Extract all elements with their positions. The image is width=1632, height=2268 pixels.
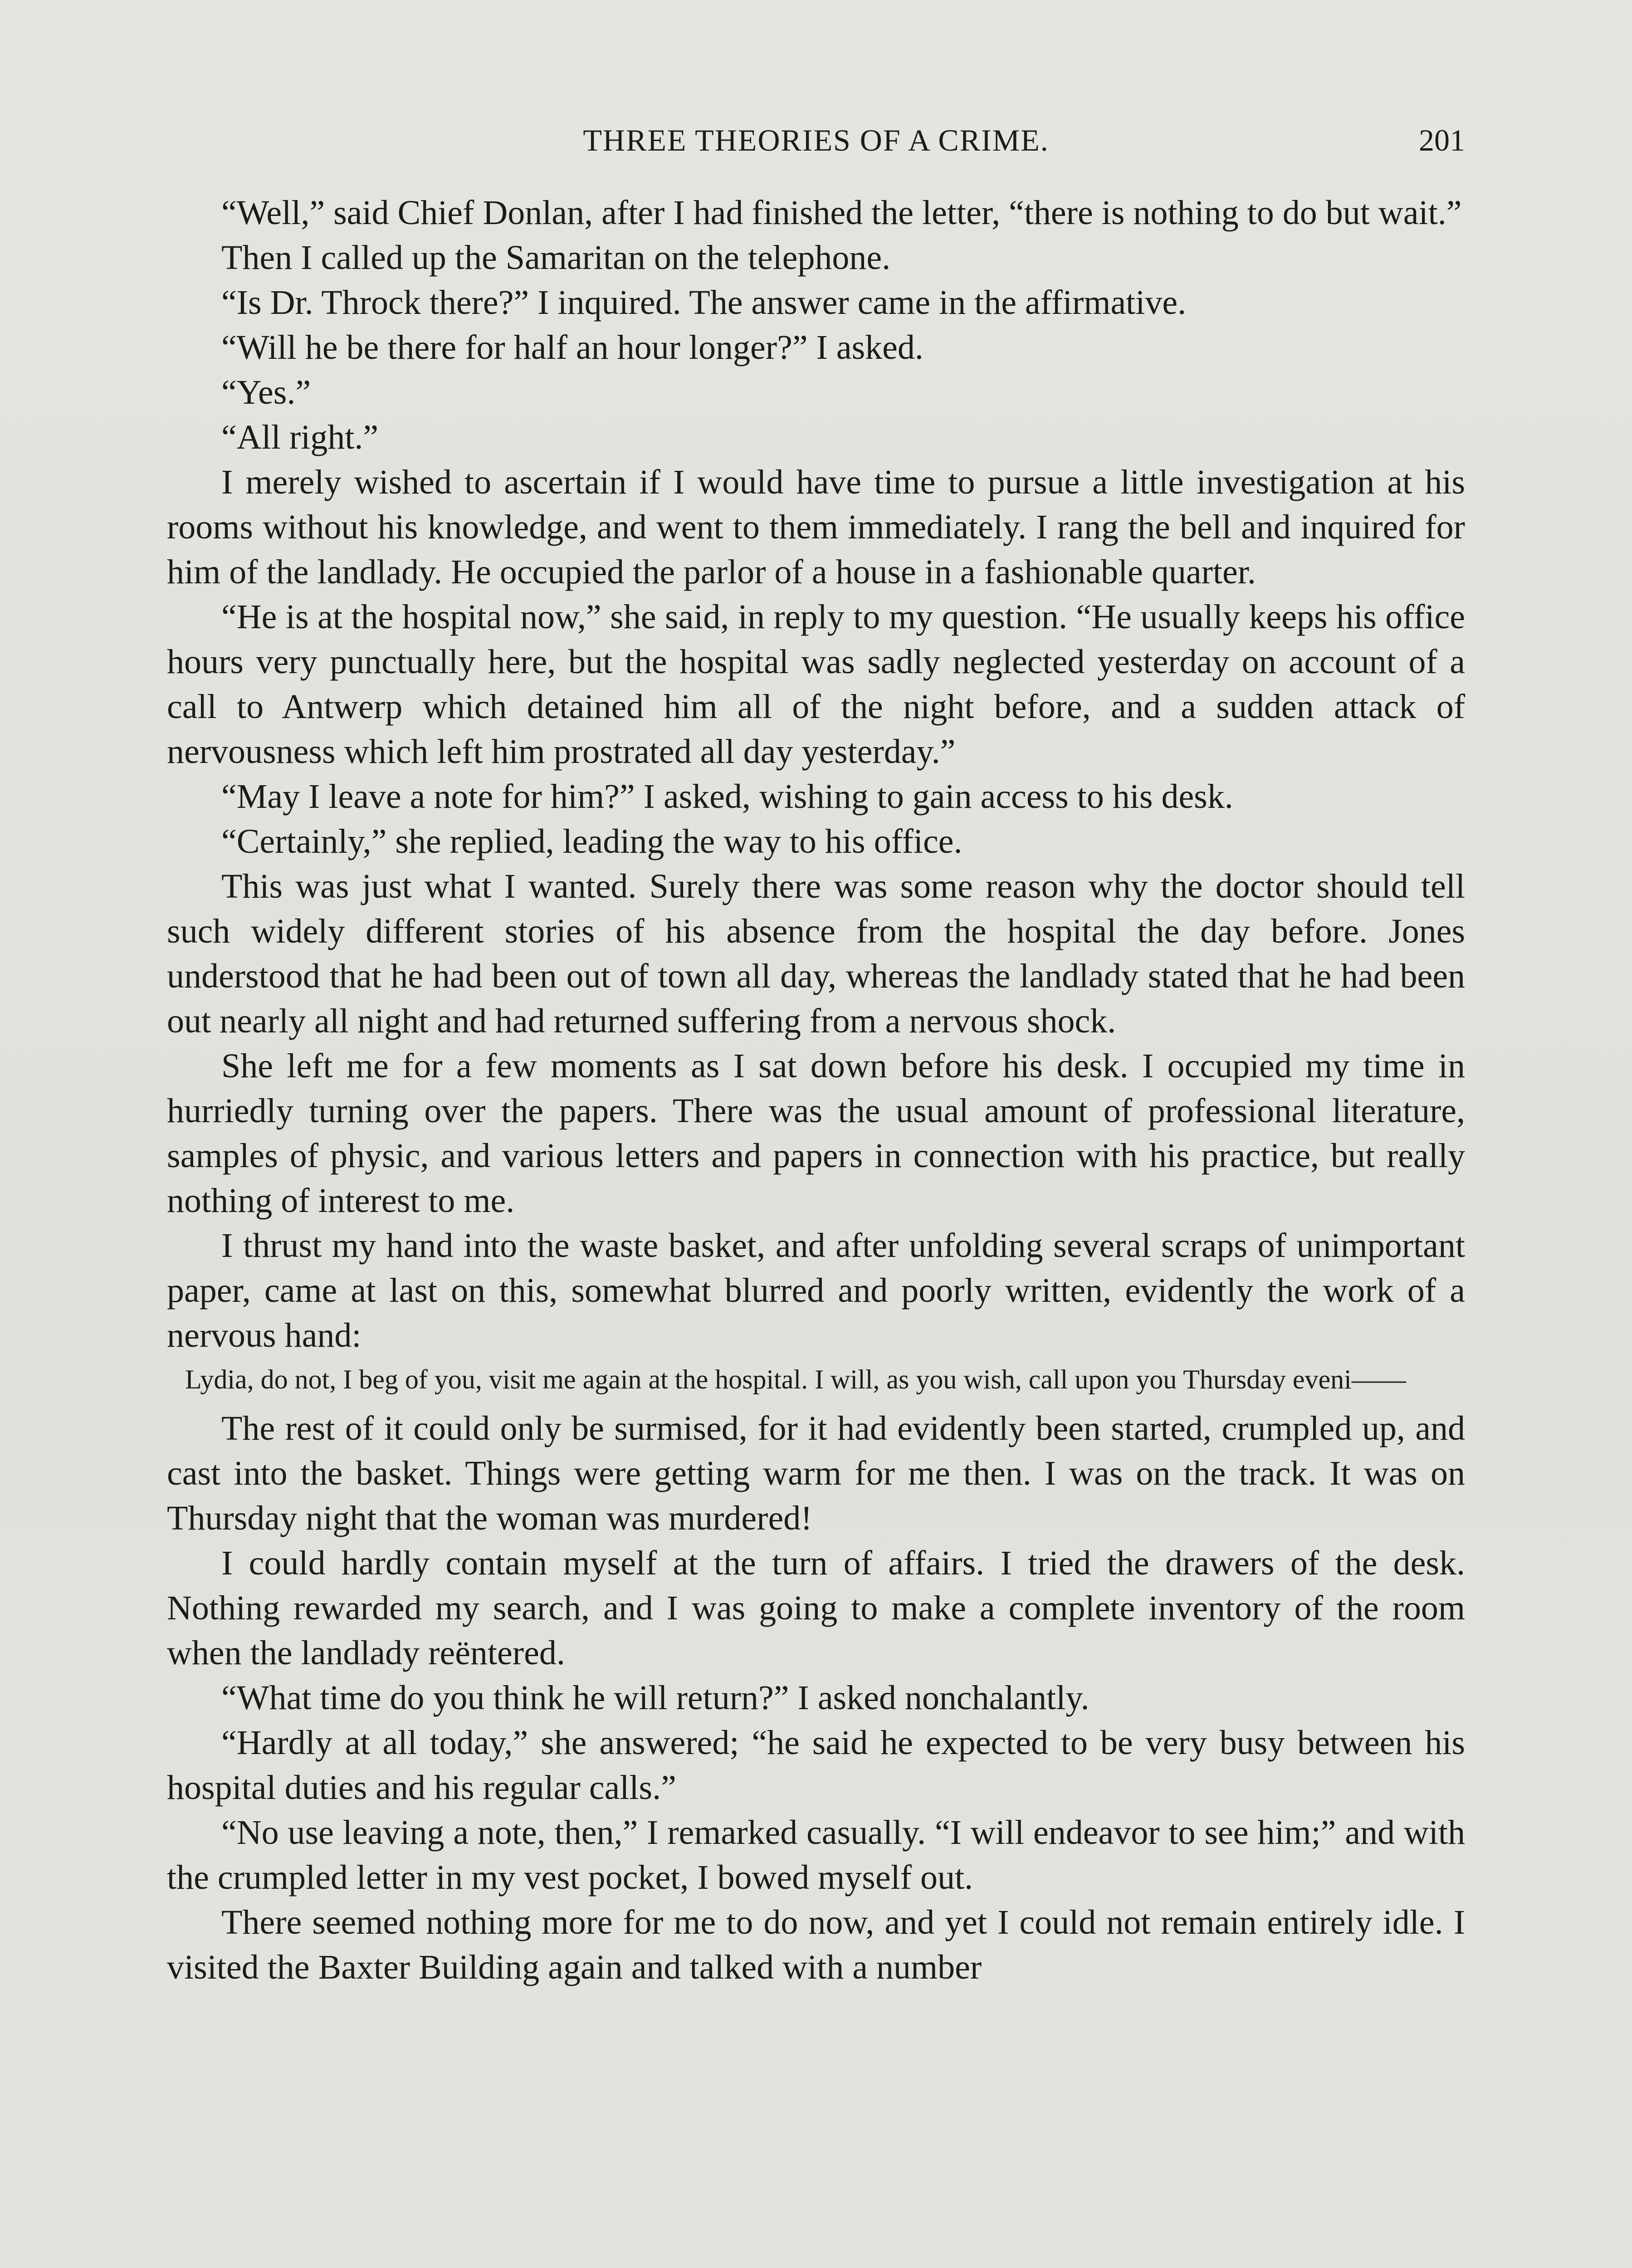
paragraph: “All right.”	[221, 418, 379, 456]
paragraph: “Is Dr. Throck there?” I inquired. The answer came in the affirmative.	[221, 284, 1187, 322]
paragraph: The rest of it could only be surmised, for it had evidently been started, crumpled up, and cast into the basket. Things were getting warm for me then. I was on the track. It was on Thursday night that the woman was murdered!	[167, 1409, 1465, 1537]
paragraph: “May I leave a note for him?” I asked, wishing to gain access to his desk.	[221, 777, 1233, 816]
paragraph: She left me for a few moments as I sat down before his desk. I occupied my time in hurriedly turning over the papers. There was the usual amount of professional literature, samples of physic, and various letters and papers in connection with his practice, but really nothing of interest to me.	[167, 1047, 1465, 1220]
paragraph: “He is at the hospital now,” she said, in reply to my question. “He usually keeps his office hours very punctually here, but the hospital was sadly neglected yesterday on account of a call to Antwerp which detained him all of the night before, and a sudden attack of nervousness which left him prostrated all day yesterday.”	[167, 598, 1465, 771]
running-title: THREE THEORIES OF A CRIME.	[583, 123, 1049, 157]
paragraph: “Certainly,” she replied, leading the way to his office.	[221, 822, 963, 860]
paragraph: “Will he be there for half an hour longer?” I asked.	[221, 328, 923, 367]
paragraph: Then I called up the Samaritan on the telephone.	[221, 239, 891, 277]
paragraph: “Hardly at all today,” she answered; “he said he expected to be very busy between his hospital duties and his regular calls.”	[167, 1724, 1465, 1807]
paragraph: I thrust my hand into the waste basket, and after unfolding several scraps of unimportant paper, came at last on this, somewhat blurred and poorly written, evidently the work of a nervous hand:	[167, 1227, 1465, 1354]
paragraph: I merely wished to ascertain if I would have time to pursue a little investigation at his rooms without his knowledge, and went to them immediately. I rang the bell and inquired for him of the landlady. He occupied the parlor of a house in a fashionable quarter.	[167, 463, 1465, 591]
paragraph: “Well,” said Chief Donlan, after I had finished the letter, “there is nothing to do but wait.”	[221, 194, 1462, 232]
quoted-letter: Lydia, do not, I beg of you, visit me again at the hospital. I will, as you wish, call upon you Thursday eveni——	[185, 1364, 1406, 1394]
running-head	[167, 122, 1465, 168]
paragraph: “No use leaving a note, then,” I remarked casually. “I will endeavor to see him;” and with the crumpled letter in my vest pocket, I bowed myself out.	[167, 1813, 1465, 1897]
paragraph: “Yes.”	[221, 373, 311, 411]
paragraph: “What time do you think he will return?” I asked nonchalantly.	[221, 1679, 1090, 1717]
page-number: 201	[1419, 123, 1465, 157]
paragraph: This was just what I wanted. Surely there was some reason why the doctor should tell such widely different stories of his absence from the hospital the day before. Jones understood that he had been out of town all day, whereas the landlady stated that he had been out nearly all night and had returned suffering from a nervous shock.	[167, 867, 1465, 1040]
paragraph: I could hardly contain myself at the turn of affairs. I tried the drawers of the desk. Nothing rewarded my search, and I was going to make a complete inventory of the room when the landlady reëntered.	[167, 1544, 1465, 1672]
body-text	[167, 191, 1465, 1990]
paragraph: There seemed nothing more for me to do now, and yet I could not remain entirely idle. I visited the Baxter Building again and talked with a number	[167, 1903, 1465, 1986]
